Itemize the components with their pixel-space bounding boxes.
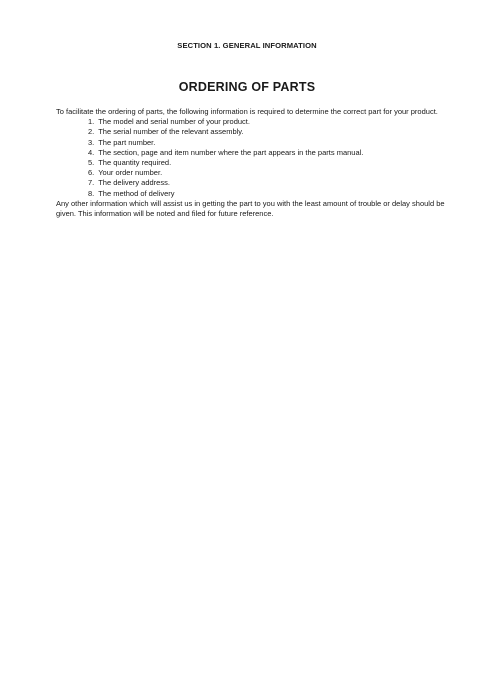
list-item-number: 7. bbox=[88, 178, 95, 188]
list-item bbox=[88, 189, 451, 199]
list-item bbox=[88, 158, 451, 168]
body-text bbox=[56, 107, 451, 219]
list-item bbox=[88, 168, 451, 178]
intro-paragraph: To facilitate the ordering of parts, the following information is required to determine the correct part for your product. bbox=[56, 107, 438, 116]
list-item-number: 4. bbox=[88, 147, 95, 157]
list-item bbox=[88, 127, 451, 137]
list-item-text: The quantity required. bbox=[98, 158, 172, 168]
list-item-number: 2. bbox=[88, 127, 95, 137]
list-item-text: Your order number. bbox=[98, 168, 163, 178]
list-item-text: The model and serial number of your product. bbox=[98, 117, 250, 127]
list-item-text: The section, page and item number where the part appears in the parts manual. bbox=[98, 147, 364, 157]
list-item-text: The method of delivery bbox=[98, 188, 175, 198]
list-item-number: 6. bbox=[88, 168, 95, 178]
list-item bbox=[88, 178, 451, 188]
page-title: ORDERING OF PARTS bbox=[178, 80, 316, 94]
section-header: SECTION 1. GENERAL INFORMATION bbox=[177, 41, 317, 50]
list-item-text: The serial number of the relevant assembly. bbox=[98, 127, 244, 137]
list-item-text: The part number. bbox=[98, 137, 156, 147]
list-item bbox=[88, 148, 451, 158]
requirements-list bbox=[56, 117, 451, 199]
list-item bbox=[88, 117, 451, 127]
list-item-text: The delivery address. bbox=[98, 178, 170, 188]
closing-paragraph: Any other information which will assist us in getting the part to you with the least amount of trouble or delay should be given. This information will be noted and filed for future reference. bbox=[56, 198, 445, 219]
list-item-number: 1. bbox=[88, 117, 95, 127]
list-item bbox=[88, 138, 451, 148]
list-item-number: 3. bbox=[88, 137, 95, 147]
list-item-number: 8. bbox=[88, 188, 95, 198]
list-item-number: 5. bbox=[88, 158, 95, 168]
